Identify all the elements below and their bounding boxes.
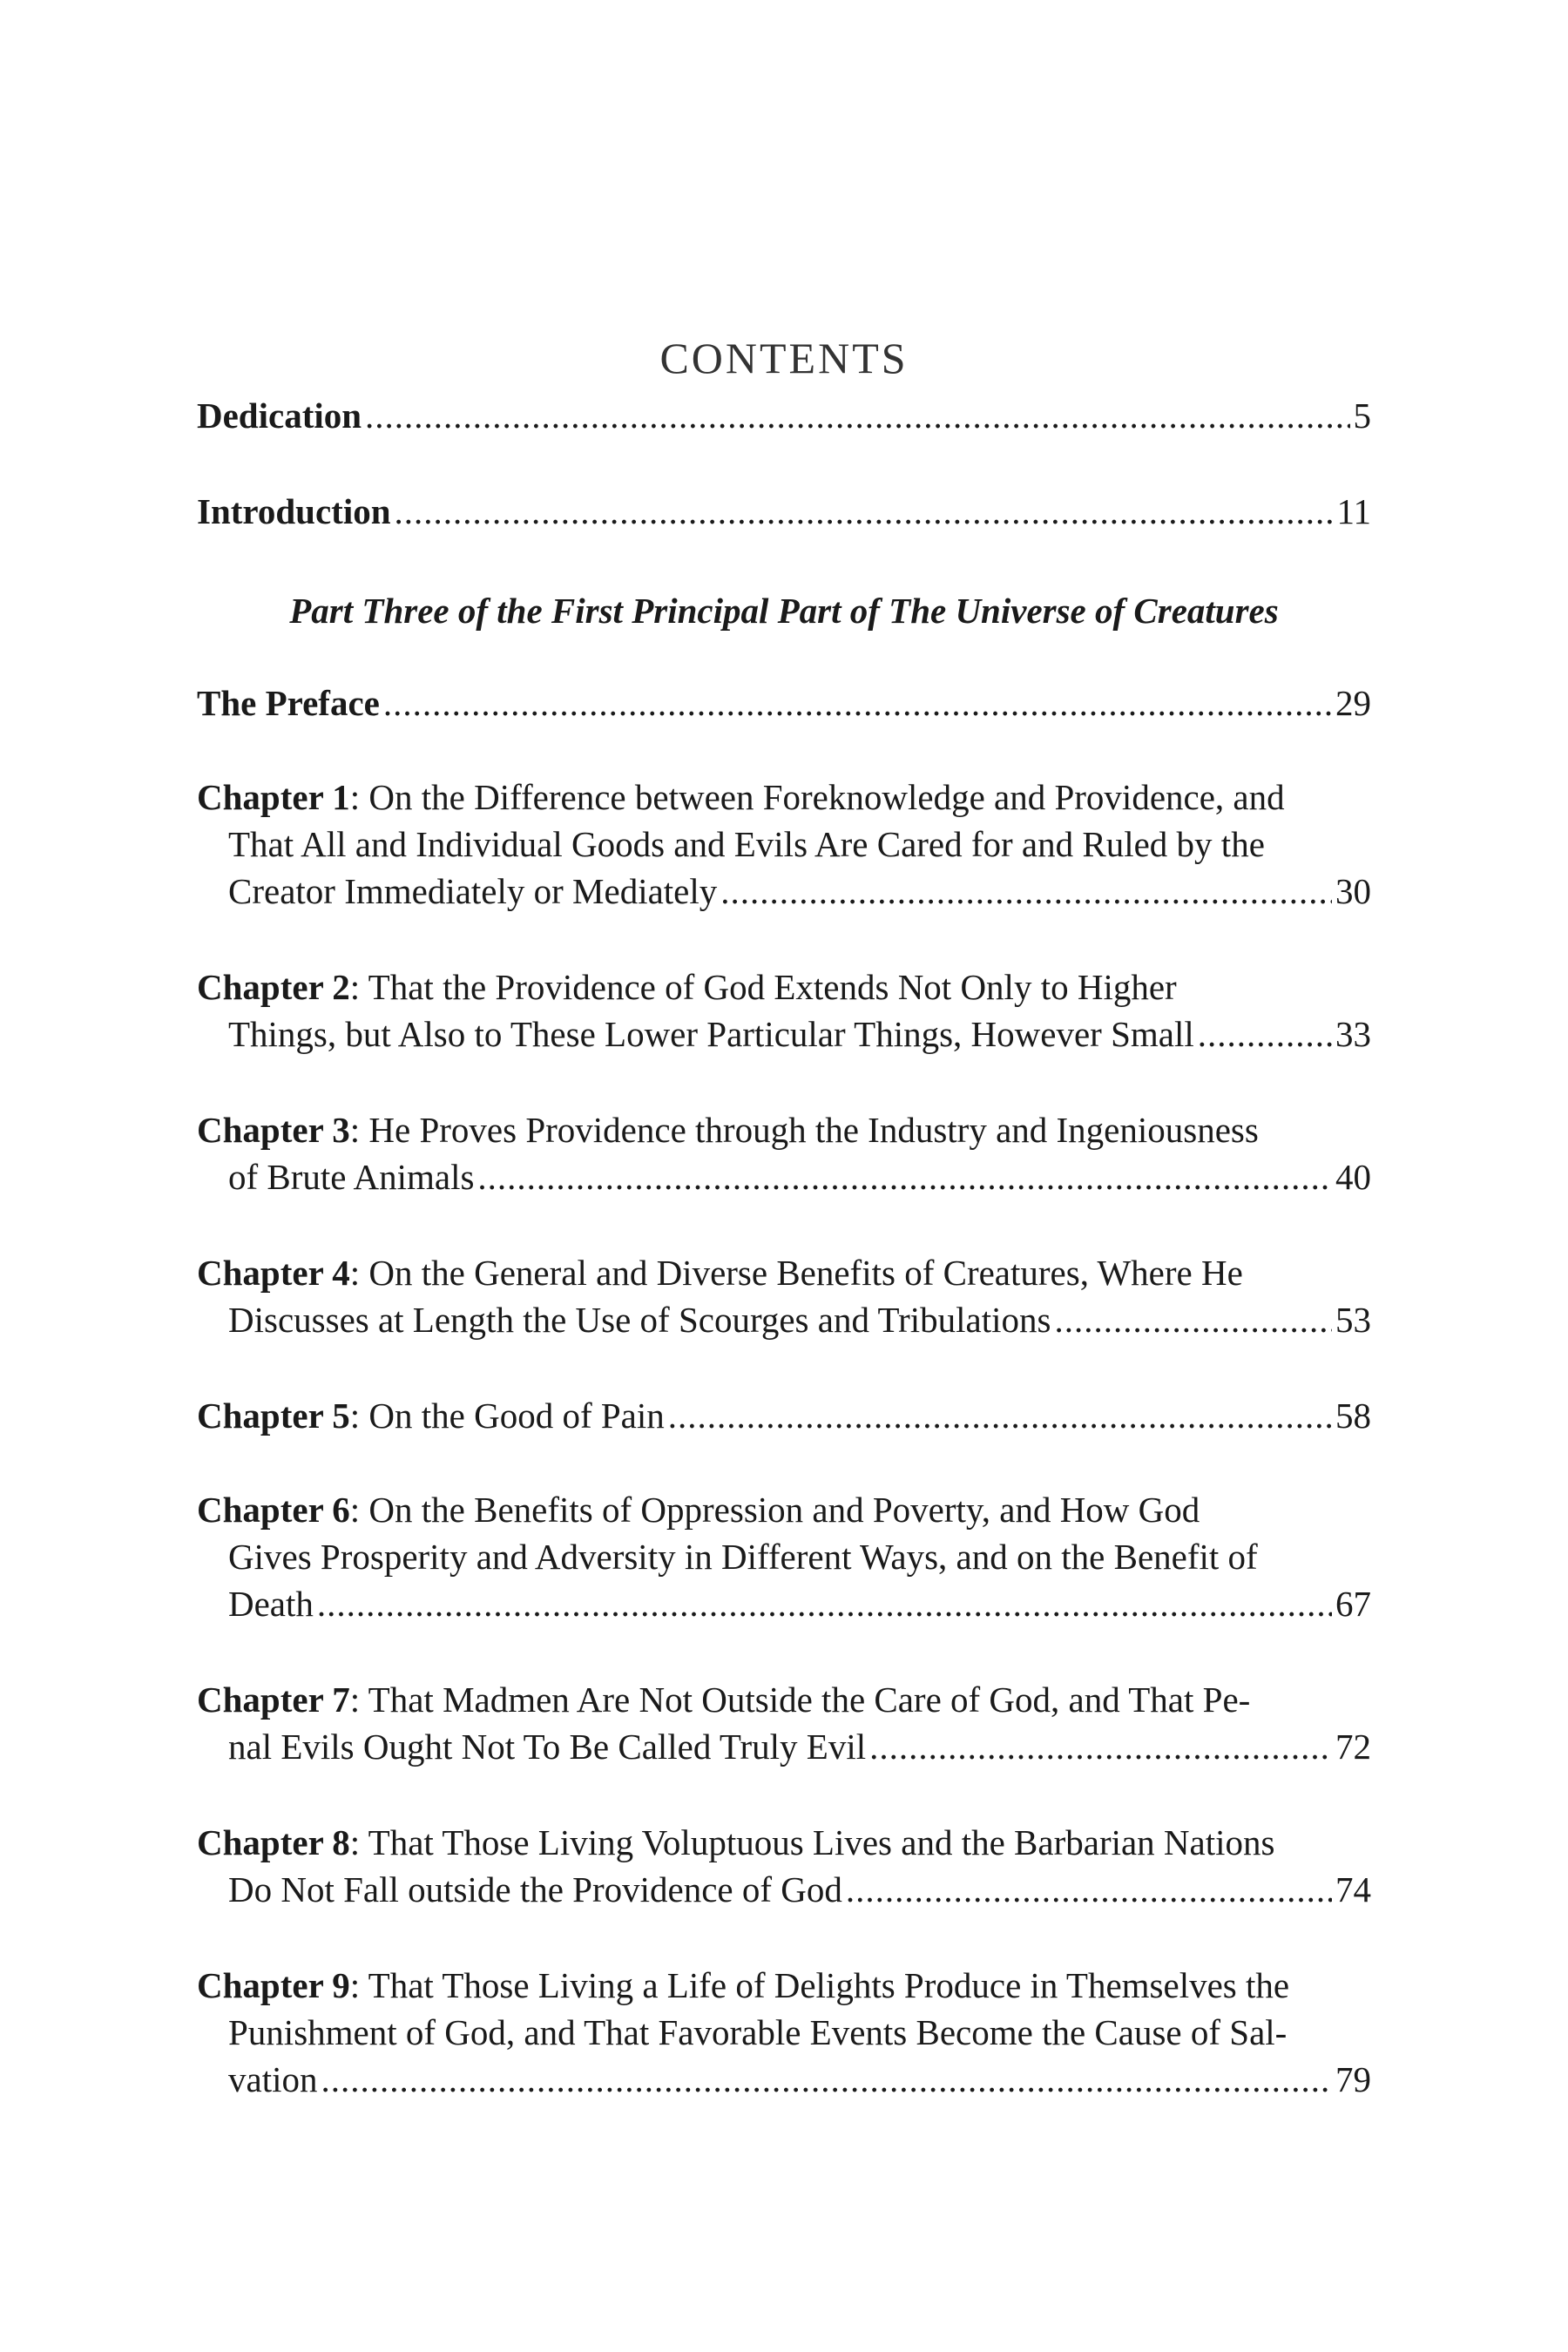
dot-leader [317,1580,1332,1627]
toc-page-number: 72 [1335,1727,1371,1767]
toc-entry-dedication[interactable] [197,392,1371,439]
toc-page-number: 29 [1335,683,1371,723]
toc-entry-introduction[interactable] [197,488,1371,535]
toc-entry-text: : That Those Living Voluptuous Lives and the Barbarian Nations [349,1822,1275,1862]
toc-entry-text: of Brute Animals [228,1157,475,1197]
toc-entry-text: : On the General and Diverse Benefits of Creatures, Where He [349,1253,1243,1293]
toc-page-number: 40 [1335,1157,1371,1197]
toc-entry-label: Chapter 2 [197,967,350,1007]
toc-entry-label: Chapter 5 [197,1396,350,1436]
toc-entry-label: Chapter 9 [197,1965,350,2005]
dot-leader [668,1392,1332,1439]
toc-entry-label: Chapter 8 [197,1822,350,1862]
toc-entry-chapter-1[interactable] [197,774,1371,915]
toc-entry-label: The Preface [197,683,380,723]
toc-entry-chapter-9[interactable] [197,1962,1371,2103]
dot-leader [1054,1296,1332,1343]
toc-entry-text: Creator Immediately or Mediately [228,871,718,911]
toc-page-number: 79 [1335,2059,1371,2099]
toc-entry-text: : That Those Living a Life of Delights Produce in Themselves the [349,1965,1290,2005]
toc-entry-chapter-3[interactable] [197,1106,1371,1200]
toc-entry-text: : That Madmen Are Not Outside the Care of God, and That Pe- [349,1680,1251,1720]
toc-page-number: 53 [1335,1300,1371,1340]
toc-entry-label: Dedication [197,395,362,436]
toc-entry-text: : On the Benefits of Oppression and Poverty, and How God [349,1490,1200,1530]
toc-entry-text: That All and Individual Goods and Evils Are Cared for and Ruled by the [228,824,1265,864]
toc-page-number: 67 [1335,1584,1371,1624]
toc-entry-chapter-5[interactable] [197,1392,1371,1439]
toc-entry-label: Chapter 6 [197,1490,350,1530]
dot-leader [321,2056,1332,2103]
dot-leader [477,1153,1332,1200]
toc-entry-text: : On the Difference between Foreknowledge and Providence, and [349,777,1285,817]
toc-entry-label: Chapter 3 [197,1110,350,1150]
toc-entry-text: Discusses at Length the Use of Scourges and Tribulations [228,1300,1051,1340]
dot-leader [365,392,1349,439]
toc-entry-text: Do Not Fall outside the Providence of God [228,1869,842,1909]
dot-leader [869,1723,1332,1770]
toc-entry-chapter-4[interactable] [197,1249,1371,1343]
toc-entry-text: Death [228,1584,314,1624]
toc-entry-text: : On the Good of Pain [349,1396,665,1436]
toc-entry-chapter-2[interactable] [197,963,1371,1058]
dot-leader [720,868,1332,915]
toc-entry-chapter-8[interactable] [197,1819,1371,1913]
toc-entry-preface[interactable] [197,679,1371,727]
part-heading: Part Three of the First Principal Part of The Universe of Creatures [289,591,1279,631]
toc-entry-text: Gives Prosperity and Adversity in Different Ways, and on the Benefit of [228,1537,1258,1577]
toc-entry-text: : He Proves Providence through the Industry and Ingeniousness [349,1110,1259,1150]
toc-page-number: 74 [1335,1869,1371,1909]
toc-page-number: 11 [1336,491,1371,531]
toc-entry-text: Punishment of God, and That Favorable Events Become the Cause of Sal- [228,2012,1288,2052]
dot-leader [1198,1010,1332,1058]
page-title: CONTENTS [659,334,909,382]
toc-page-number: 5 [1353,395,1371,436]
toc-entry-text: : That the Providence of God Extends Not Only to Higher [349,967,1177,1007]
toc-entry-text: vation [228,2059,318,2099]
toc-entry-chapter-7[interactable] [197,1676,1371,1770]
toc-page-number: 33 [1335,1014,1371,1054]
dot-leader [395,488,1334,535]
toc-page-number: 58 [1335,1396,1371,1436]
dot-leader [846,1866,1332,1913]
toc-entry-chapter-6[interactable] [197,1486,1371,1627]
toc-entry-text: Things, but Also to These Lower Particular Things, However Small [228,1014,1194,1054]
toc-entry-text: nal Evils Ought Not To Be Called Truly Evil [228,1727,867,1767]
toc-entry-label: Chapter 4 [197,1253,350,1293]
dot-leader [383,679,1332,727]
toc-entry-label: Chapter 1 [197,777,350,817]
toc-entry-label: Chapter 7 [197,1680,350,1720]
toc-entry-label: Introduction [197,491,391,531]
toc-page-number: 30 [1335,871,1371,911]
